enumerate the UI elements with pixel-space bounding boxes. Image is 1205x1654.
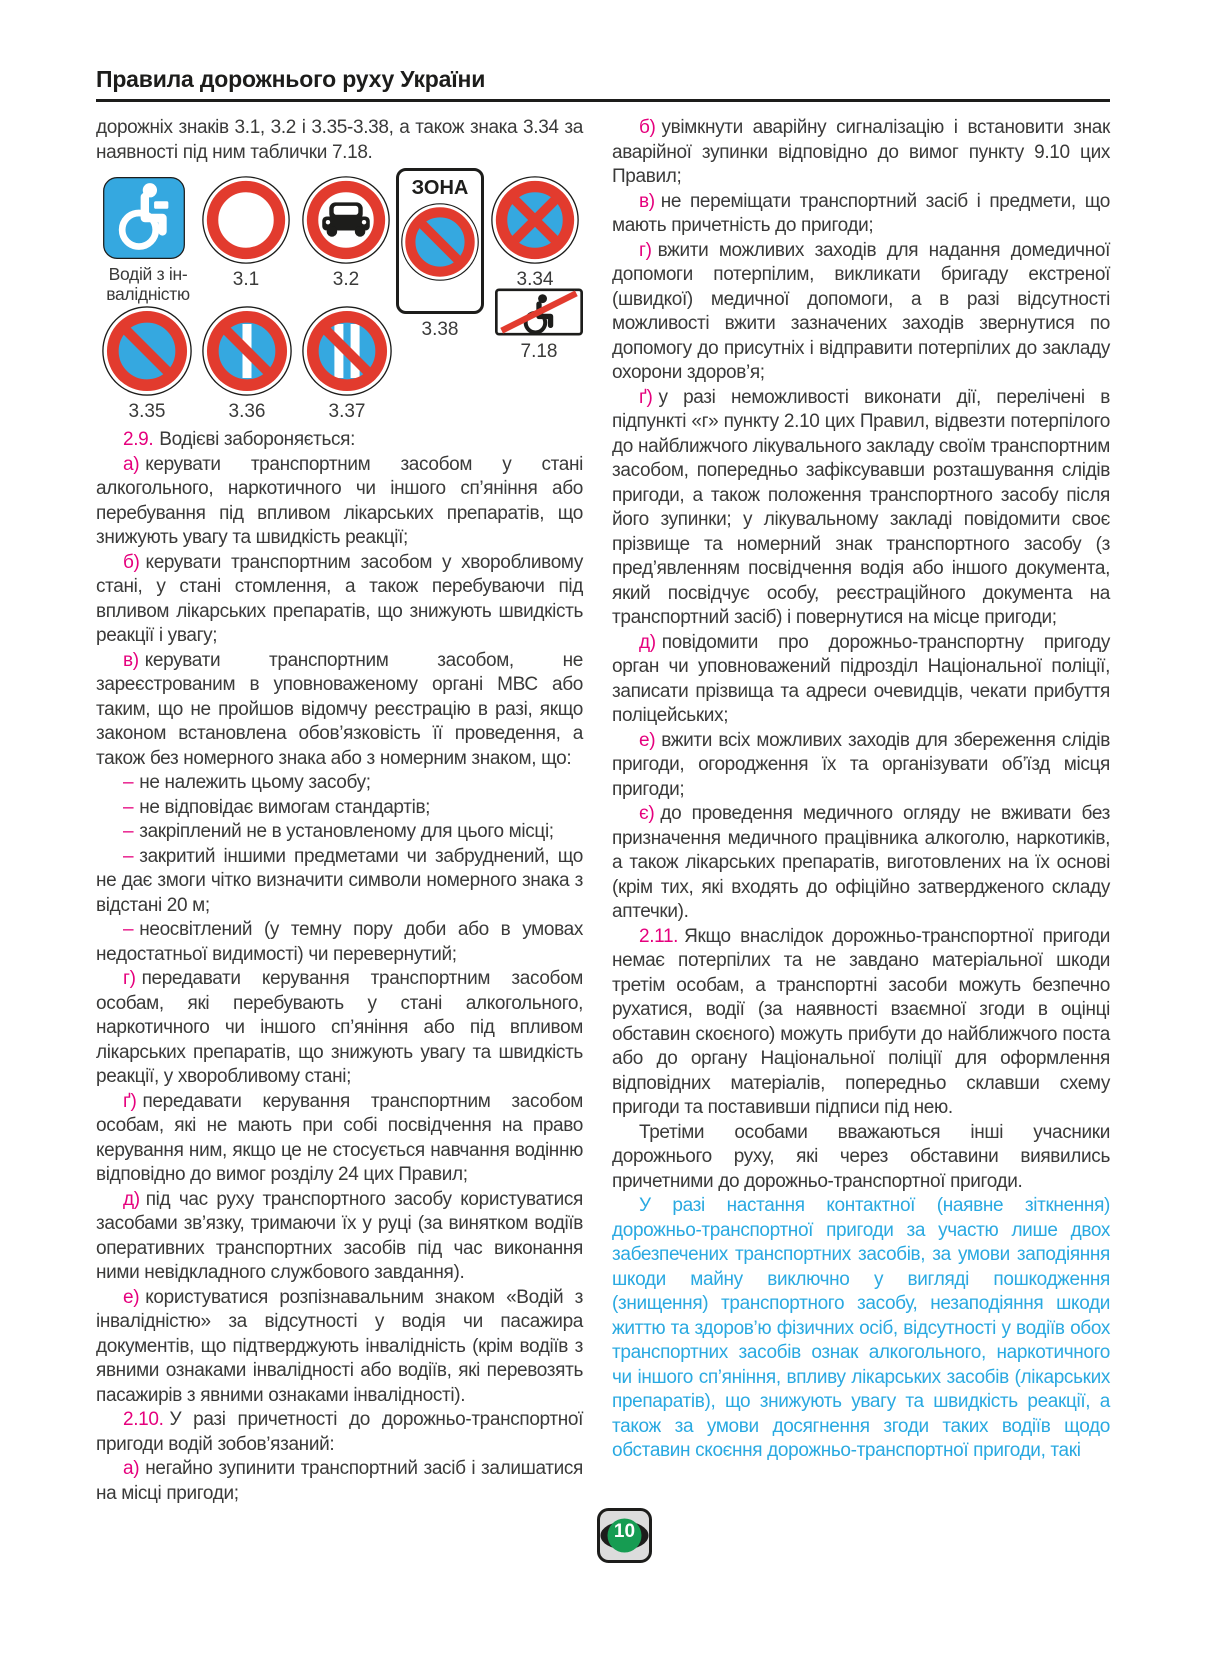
sign-3-2-icon [302, 176, 390, 264]
paragraph: в) не переміщати транспортний засіб і предмети, що мають причетність до пригоди; [612, 190, 1110, 236]
para-marker: г) [123, 968, 136, 989]
sign-3-1-label: 3.1 [232, 269, 260, 290]
para-marker: а) [123, 1458, 140, 1479]
road-signs-figure [96, 168, 583, 426]
page-title: Правила дорожнього руху України [96, 66, 486, 92]
para-marker: – [123, 772, 134, 793]
zona-text: ЗОНА [411, 177, 469, 199]
paragraph: Третіми особами вважаються інші учасники дорожнього руху, які через обставини виявились причетними до дорожньо-транспортної пригоди. [612, 1121, 1110, 1192]
para-marker: – [123, 796, 134, 818]
paragraph: ґ) передавати керування транспортним засобом особам, які не мають при собі посвідчення на право керування ним, якщо це не стосується навчання водінню відповідно до вимог розділу 24 цих Правил; [96, 1090, 583, 1185]
disabled-driver-sign-icon [102, 176, 186, 260]
para-marker: в) [123, 649, 139, 671]
no-parking-inner-icon [401, 203, 479, 281]
sign-3-38-label: 3.38 [421, 319, 459, 340]
paragraph: г) вжити можливих заходів для надання домедичної допомоги потерпілим, викликати бригаду екстреної (швидкої) медичної допомоги, а в разі відсутності можливості вжити зазначених заходів звернутися по допомогу до присутніх і відправити потерпілих до закладу охорони здоров’я; [612, 239, 1110, 383]
para-marker: б) [123, 551, 140, 573]
paragraph: в) керувати транспортним засобом, не зареєстрованим в уповноваженому органі МВС або таким, що не пройшов відомчу реєстрацію в разі, якщо законом встановлена обов’язковість її проведення, а також без номерного знака або з номерним знаком, що: [96, 649, 583, 769]
para-marker: ґ) [123, 1090, 137, 1112]
sign-3-1-icon [202, 176, 290, 264]
paragraph: б) увімкнути аварійну сигналізацію і встановити знак аварійної зупинки відповідно до вимог пункту 9.10 цих Правил; [612, 117, 1110, 187]
para-marker: в) [639, 190, 655, 212]
paragraph: 2.9. Водієві забороняється: [123, 429, 356, 450]
sign-7-18-label: 7.18 [520, 341, 558, 362]
paragraph: – не належить цьому засобу; [123, 772, 371, 793]
paragraph: 2.10. У разі причетності до дорожньо-транспортної пригоди водій зобов’язаний: [96, 1409, 583, 1455]
paragraph: – закритий іншими предметами чи забруднений, що не дає змоги чітко визначити символи номерного знака з відстані 20 м; [96, 845, 583, 916]
right-column [612, 116, 1110, 1464]
sign-3-36-icon [202, 306, 292, 396]
paragraph: г) передавати керування транспортним засобом особам, які перебувають у стані алкогольного, наркотичного чи іншого сп’яніння або під впливом лікарських препаратів, що знижують увагу та швидкість реакції, у хворобливому стані; [96, 968, 583, 1087]
paragraph: – не відповідає вимогам стандартів; [123, 796, 431, 818]
header-rule [96, 99, 1110, 102]
sign-3-34-label: 3.34 [516, 269, 554, 290]
page-header [96, 66, 1110, 102]
sign-3-37-label: 3.37 [328, 401, 366, 422]
intro-paragraph: дорожніх знаків 3.1, 3.2 і 3.35-3.38, а також знака 3.34 за наявності під ним таблички 7.18. [96, 117, 583, 163]
para-marker: 2.9. [123, 429, 154, 450]
para-marker: а) [123, 453, 140, 475]
sign-3-37-icon [302, 306, 392, 396]
sign-3-34-icon [491, 176, 579, 264]
disabled-driver-caption: Водій з ін- валідністю [106, 264, 190, 304]
paragraph: У разі настання контактної (наявне зіткнення) дорожньо-транспортної пригоди за участю лише двох забезпечених транспортних засобів, за умови заподіяння шкоди майну виключно у вигляді пошкодження (знищення) транспортного засобу, незаподіяння шкоди життю та здоров’ю фізичних осіб, відсутності у водіїв обох транспортних засобів ознак алкогольного, наркотичного чи іншого сп’яніння, впливу лікарських засобів (лікарських препаратів), що знижують увагу та швидкість реакції, а також за умови досягнення згоди таких водіїв щодо обставин скоєння дорожньо-транспортної пригоди, такі [612, 1195, 1110, 1461]
paragraph: б) керувати транспортним засобом у хворобливому стані, у стані стомлення, а також перебуваючи під впливом лікарських препаратів, що знижують швидкість реакції і увагу; [96, 551, 583, 646]
sign-3-36-label: 3.36 [228, 401, 266, 422]
para-marker: – [123, 821, 134, 842]
para-marker: е) [123, 1286, 140, 1308]
paragraph: д) повідомити про дорожньо-транспортну пригоду орган чи уповноважений підрозділ Національної поліції, записати прізвища та адреси очевидців, чекати прибуття поліцейських; [612, 631, 1110, 726]
sign-3-35-icon [102, 306, 192, 396]
paragraph: е) вжити всіх можливих заходів для збереження слідів пригоди, огородження їх та організувати об’їзд місця пригоди; [612, 729, 1110, 800]
page-number-badge [597, 1508, 652, 1563]
left-column-text [96, 428, 583, 1506]
paragraph: – закріплений не в установленому для цього місці; [123, 821, 554, 842]
sign-7-18-icon [494, 288, 584, 336]
para-marker: 2.10. [123, 1409, 164, 1430]
para-marker: г) [639, 239, 652, 261]
paragraph: – неосвітлений (у темну пору доби або в умовах недостатньої видимості) чи перевернутий; [96, 919, 583, 965]
paragraph: 2.11. Якщо внаслідок дорожньо-транспортної пригоди немає потерпілих та не завдано матеріальної шкоди третім особам, а транспортні засоби можуть безпечно рухатися, водії (за наявності взаємної згоди в оцінці обставин скоєного) можуть прибути до найближчого поста або до органу Національної поліції для оформлення відповідних матеріалів, попередньо склавши схему пригоди та поставивши підписи під нею. [612, 925, 1110, 1118]
page-number: 10 [613, 1521, 636, 1542]
para-marker: б) [639, 117, 656, 138]
para-marker: д) [123, 1188, 140, 1210]
paragraph: е) користуватися розпізнавальним знаком «Водій з інвалідністю» за відсутності у водія чи пасажира документів, що підтверджують інвалідність (крім водіїв з явними ознаками інвалідності або водіїв, які перевозять пасажирів з явними ознаками інвалідності). [96, 1286, 583, 1406]
sign-3-2-label: 3.2 [332, 269, 360, 290]
para-marker: е) [639, 729, 656, 751]
para-marker: є) [639, 803, 655, 824]
paragraph: а) керувати транспортним засобом у стані алкогольного, наркотичного чи іншого сп’яніння або перебування під впливом лікарських препаратів, що знижують увагу та швидкість реакції; [96, 453, 583, 548]
para-marker: д) [639, 631, 656, 653]
para-marker: 2.11. [639, 925, 679, 947]
left-column [96, 116, 583, 1506]
para-marker: ґ) [639, 386, 653, 408]
sign-3-35-label: 3.35 [128, 401, 166, 422]
paragraph: ґ) у разі неможливості виконати дії, перелічені в підпункті «г» пункту 2.10 цих Правил, відвезти потерпілого до найближчого лікувального закладу своїм транспортним засобом, попередньо зафіксувавши розташування слідів пригоди, а також положення транспортного засобу після його зупинки; у лікувальному закладі повідомити своє прізвище та номерний знак транспортного засобу (з пред’явленням посвідчення водія або іншого документа, який посвідчує особу, реєстраційного документа на транспортний засіб) і повернутися на місце пригоди; [612, 386, 1110, 628]
para-marker: – [123, 919, 134, 940]
paragraph: д) під час руху транспортного засобу користуватися засобами зв’язку, тримаючи їх у руці (за винятком водіїв оперативних транспортних засобів під час виконання ними невідкладного службового завдання). [96, 1188, 583, 1283]
paragraph: є) до проведення медичного огляду не вживати без призначення медичного працівника алкоголю, наркотиків, а також лікарських препаратів, виготовлених на їх основі (крім тих, які входять до офіційно затвердженого складу аптечки). [612, 803, 1110, 922]
paragraph: а) негайно зупинити транспортний засіб і залишатися на місці пригоди; [96, 1458, 583, 1504]
sign-3-38-icon [396, 168, 484, 314]
para-marker: – [123, 845, 134, 867]
